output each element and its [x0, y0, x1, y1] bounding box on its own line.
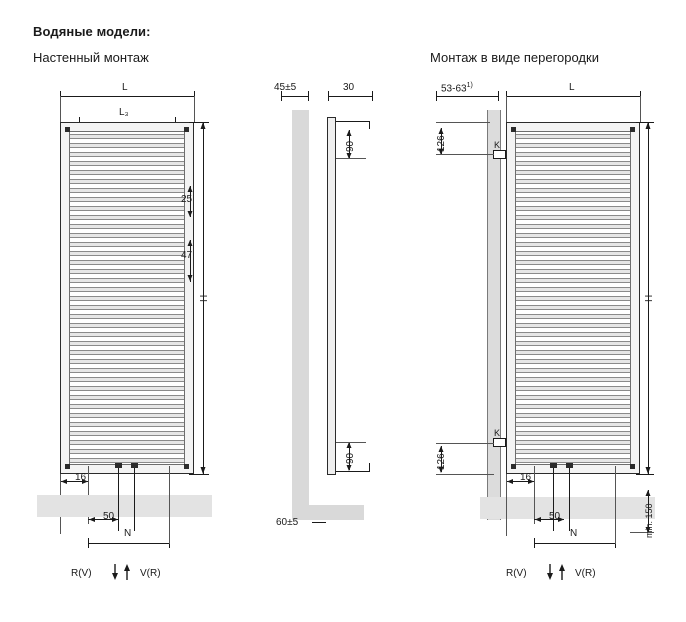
- dim-60-label: 60±5: [276, 517, 299, 528]
- dim-25-label: 25: [181, 194, 193, 205]
- dim-L2-ext-left: [506, 96, 507, 122]
- mount-bracket-p-tl: [511, 127, 516, 132]
- dim-5363-tick-right: [498, 91, 499, 101]
- mount-bracket-p-tr: [630, 127, 635, 132]
- dim-47-label: 47: [181, 250, 193, 261]
- dim-N2-ext-right: [615, 466, 616, 544]
- dim-L-label: L: [122, 82, 128, 93]
- radiator-partition-panel: [515, 131, 631, 465]
- dim-N-label: N: [124, 528, 132, 539]
- dim-H2-label: H: [644, 294, 655, 302]
- dim-126-top-ref: [436, 122, 490, 123]
- dim-H-label: H: [199, 294, 210, 302]
- page-title: Водяные модели:: [33, 24, 151, 39]
- dim-5363-tick-left: [436, 91, 437, 101]
- bracket-K-bottom: [493, 438, 506, 447]
- dim-126-bottom-ref: [436, 443, 494, 444]
- dim-5363-value: 53-63: [441, 83, 467, 95]
- dim-126-top-label: 126: [436, 135, 447, 152]
- dim-L2-ext-right: [640, 96, 641, 122]
- connection-left-label: R(V): [71, 568, 92, 579]
- connection-right-label: V(R): [140, 568, 161, 579]
- dim-N2-line: [534, 543, 615, 544]
- dim-5363-footnote: 1): [466, 82, 473, 89]
- left-view-title: Настенный монтаж: [33, 50, 149, 65]
- bracket-K-top: [493, 150, 506, 159]
- dim-N2-label: N: [570, 528, 578, 539]
- dim-L2-label: L: [569, 82, 575, 93]
- dim-90-top-label: 90: [345, 140, 356, 152]
- dim-126-top-base: [436, 154, 494, 155]
- dim-min150-label: min. 150: [644, 503, 654, 538]
- dim-16b-label: 16: [520, 472, 532, 483]
- partition-wall: [487, 110, 501, 520]
- dim-126-bottom-label: 126: [436, 453, 447, 470]
- connection-left-label-2: R(V): [506, 568, 527, 579]
- mount-bracket-p-bl: [511, 464, 516, 469]
- mount-bracket-p-br: [630, 464, 635, 469]
- dim-126-bottom-base: [436, 474, 494, 475]
- dim-5363-line: [436, 96, 498, 97]
- dim-L3-label: L₃: [119, 107, 129, 118]
- dim-16b-ext-left: [506, 474, 507, 536]
- dim-50-label: 50: [103, 511, 115, 522]
- right-view-title: Монтаж в виде перегородки: [430, 50, 599, 65]
- dim-N2-tick-left: [534, 538, 535, 548]
- dim-90-bottom-label: 90: [345, 452, 356, 464]
- dim-5363-label: [441, 82, 473, 94]
- bracket-K-top-label: K: [494, 140, 501, 150]
- dim-L2-line: [506, 96, 640, 97]
- dim-50b-label: 50: [549, 511, 561, 522]
- connection-right-label-2: V(R): [575, 568, 596, 579]
- bracket-K-bottom-label: K: [494, 428, 501, 438]
- radiator-partition-body: [506, 122, 640, 474]
- pipe-right-2-fitting: [566, 463, 573, 468]
- pipe-left-2-fitting: [550, 463, 557, 468]
- dim-45-label: 45±5: [274, 82, 297, 93]
- dim-30-label: 30: [343, 82, 355, 93]
- dim-16-label: 16: [75, 472, 87, 483]
- flow-arrows-2: [545, 564, 569, 580]
